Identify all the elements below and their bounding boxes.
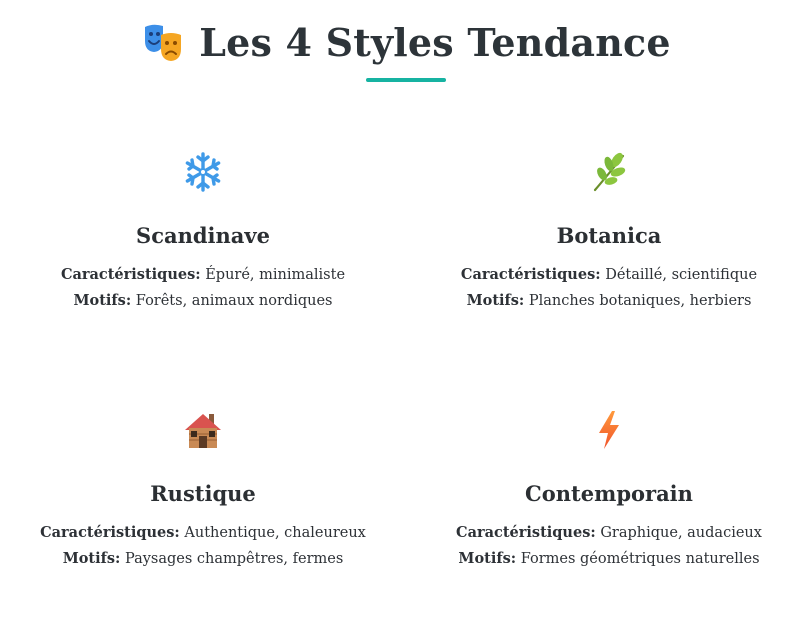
page-title: Les 4 Styles Tendance — [199, 20, 671, 65]
style-name: Rustique — [150, 481, 256, 506]
style-name: Contemporain — [525, 481, 693, 506]
characteristics-line — [406, 262, 812, 288]
house-icon — [181, 408, 225, 452]
theater-masks-icon — [141, 21, 185, 65]
style-card-scandinave — [0, 150, 406, 314]
motifs-label: Motifs: — [458, 550, 517, 567]
style-card-botanica — [406, 150, 812, 314]
title-underline — [366, 78, 446, 82]
characteristics-line — [0, 262, 406, 288]
motifs-value: Paysages champêtres, fermes — [124, 551, 344, 567]
motifs-value: Forêts, animaux nordiques — [135, 293, 333, 309]
motifs-line — [0, 546, 406, 572]
style-details — [0, 262, 406, 314]
motifs-label: Motifs: — [62, 550, 121, 567]
page-header — [0, 18, 812, 82]
motifs-value: Formes géométriques naturelles — [520, 551, 760, 567]
lightning-icon — [587, 408, 631, 452]
characteristics-label: Caractéristiques: — [456, 524, 596, 541]
motifs-line — [406, 546, 812, 572]
characteristics-value: Épuré, minimaliste — [205, 267, 346, 283]
characteristics-label: Caractéristiques: — [40, 524, 180, 541]
characteristics-line — [0, 520, 406, 546]
style-details — [406, 262, 812, 314]
characteristics-line — [406, 520, 812, 546]
motifs-line — [0, 288, 406, 314]
style-name: Scandinave — [136, 223, 270, 248]
snowflake-icon — [181, 150, 225, 194]
style-details — [0, 520, 406, 572]
motifs-value: Planches botaniques, herbiers — [528, 293, 752, 309]
title-row — [0, 18, 812, 68]
style-name: Botanica — [556, 223, 662, 248]
characteristics-label: Caractéristiques: — [60, 266, 201, 283]
characteristics-value: Authentique, chaleureux — [184, 525, 366, 541]
style-details — [406, 520, 812, 572]
characteristics-label: Caractéristiques: — [460, 266, 601, 283]
characteristics-value: Graphique, audacieux — [600, 525, 762, 541]
motifs-label: Motifs: — [73, 292, 132, 309]
characteristics-value: Détaillé, scientifique — [605, 267, 758, 283]
style-card-rustique — [0, 408, 406, 572]
motifs-label: Motifs: — [466, 292, 525, 309]
style-card-contemporain — [406, 408, 812, 572]
herb-icon — [587, 150, 631, 194]
motifs-line — [406, 288, 812, 314]
